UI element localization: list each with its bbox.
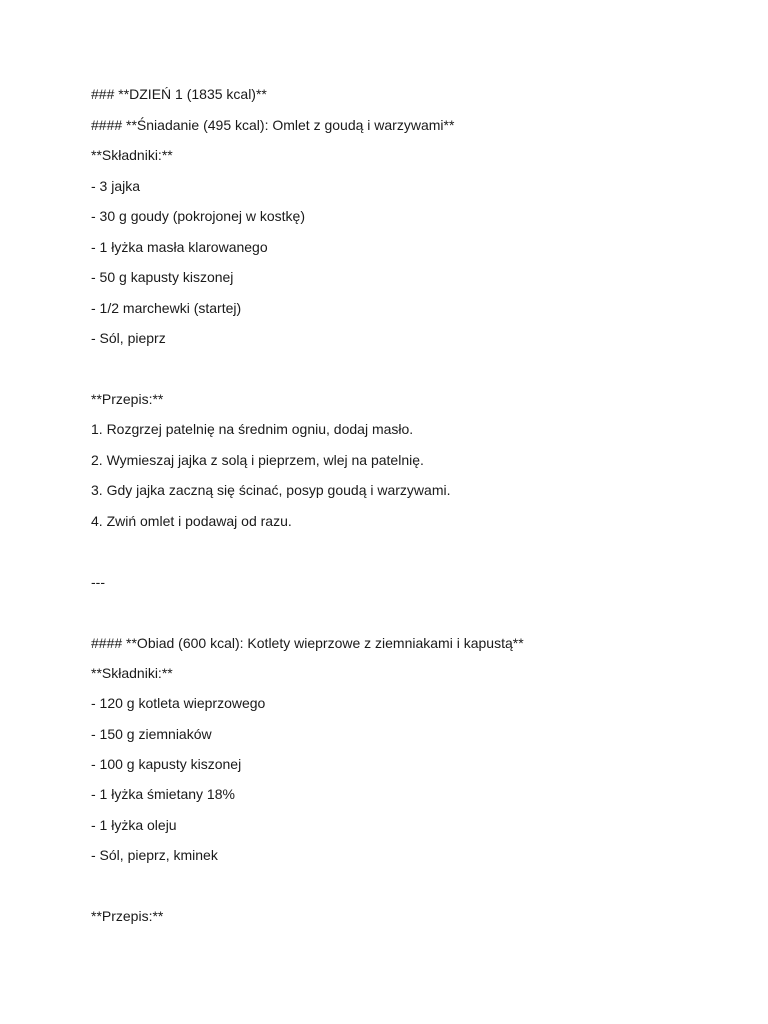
ingredient-item: - 150 g ziemniaków (91, 726, 212, 742)
ingredient-item: - 50 g kapusty kiszonej (91, 269, 234, 285)
ingredient-item: - 100 g kapusty kiszonej (91, 756, 242, 772)
ingredient-item: - 1 łyżka śmietany 18% (91, 786, 235, 802)
recipe-step: 2. Wymieszaj jajka z solą i pieprzem, wlej na patelnię. (91, 452, 424, 468)
recipe-step: 1. Rozgrzej patelnię na średnim ogniu, dodaj masło. (91, 421, 414, 437)
section-divider: --- (91, 574, 105, 590)
breakfast-heading: #### **Śniadanie (495 kcal): Omlet z goudą i warzywami** (91, 117, 455, 133)
ingredient-item: - 30 g goudy (pokrojonej w kostkę) (91, 208, 305, 224)
lunch-heading: #### **Obiad (600 kcal): Kotlety wieprzowe z ziemniakami i kapustą** (91, 635, 524, 651)
ingredient-item: - 1/2 marchewki (startej) (91, 300, 242, 316)
day-heading: ### **DZIEŃ 1 (1835 kcal)** (91, 86, 267, 102)
recipe-step: 3. Gdy jajka zaczną się ścinać, posyp goudą i warzywami. (91, 482, 451, 498)
ingredients-label: **Składniki:** (91, 665, 173, 681)
ingredient-item: - 1 łyżka masła klarowanego (91, 239, 268, 255)
recipe-label: **Przepis:** (91, 908, 164, 924)
ingredient-item: - 3 jajka (91, 178, 141, 194)
recipe-label: **Przepis:** (91, 391, 164, 407)
ingredient-item: - 120 g kotleta wieprzowego (91, 695, 266, 711)
ingredient-item: - Sól, pieprz, kminek (91, 847, 218, 863)
recipe-step: 4. Zwiń omlet i podawaj od razu. (91, 513, 292, 529)
ingredients-label: **Składniki:** (91, 147, 173, 163)
ingredient-item: - 1 łyżka oleju (91, 817, 177, 833)
ingredient-item: - Sól, pieprz (91, 330, 166, 346)
